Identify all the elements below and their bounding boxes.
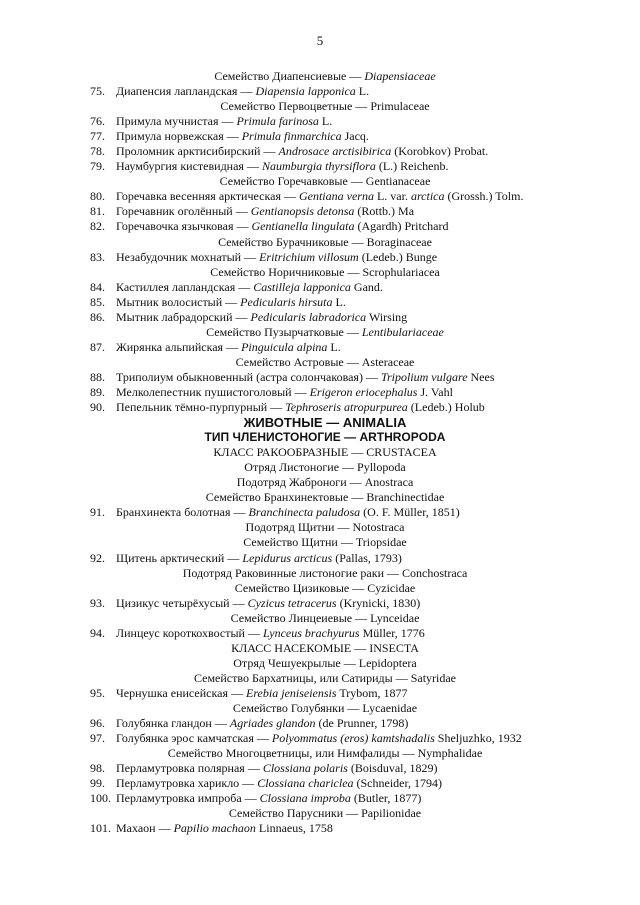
authority: (Ledeb.) Holub xyxy=(407,400,485,415)
latin-name: Castilleja lapponica xyxy=(253,279,351,294)
species-entry xyxy=(90,250,560,265)
family-name-ru: Семейство Норичниковые — xyxy=(210,264,363,279)
latin-name: Erigeron eriocephalus xyxy=(309,384,418,399)
russian-name: Триполиум обыкновенный (астра солончаковая) — xyxy=(116,369,381,384)
entry-number: 97. xyxy=(90,731,105,746)
entry-number: 92. xyxy=(90,550,105,565)
latin-name: Branchinecta paludosa xyxy=(248,505,361,520)
entry-number: 100. xyxy=(90,791,111,806)
authority: L. xyxy=(327,339,341,354)
taxon-heading: Семейство Многоцветницы, или Нимфалиды — Nymphalidae xyxy=(167,746,483,761)
russian-name: Горечавник оголённый — xyxy=(116,204,251,219)
authority: (Agardh) Pritchard xyxy=(354,219,449,234)
authority: L. xyxy=(318,114,333,129)
species-entry xyxy=(90,159,560,174)
entry-number: 90. xyxy=(90,400,105,415)
entry-number: 83. xyxy=(90,249,105,264)
species-entry xyxy=(90,84,560,99)
authority: (Butler, 1877) xyxy=(350,791,422,806)
entry-number: 77. xyxy=(90,129,105,144)
russian-name: Перламутровка импроба — xyxy=(116,791,260,806)
taxon-heading: Семейство Линцеиевые — Lynceidae xyxy=(230,610,420,625)
family-name-ru: Семейство Горечавковые — xyxy=(219,174,366,189)
russian-name: Щитень арктический — xyxy=(116,550,243,565)
latin-name: Cyzicus tetracerus xyxy=(247,595,337,610)
species-entry xyxy=(90,686,560,701)
species-entry xyxy=(90,295,560,310)
russian-name: Махаон — xyxy=(116,821,174,836)
latin-name: Pedicularis labradorica xyxy=(250,309,367,324)
latin-name: Clossiana chariclea xyxy=(257,776,354,791)
russian-name: Бранхинекта болотная — xyxy=(116,505,249,520)
entry-number: 101. xyxy=(90,821,111,836)
latin-name: Papilio machaon xyxy=(173,821,256,836)
russian-name: Голубянка гландон — xyxy=(116,716,230,731)
species-entry xyxy=(90,310,560,325)
taxon-heading: Подотряд Раковинные листоногие раки — Conchostraca xyxy=(182,565,468,580)
kingdom-title: ЖИВОТНЫЕ — ANIMALIA xyxy=(243,415,407,431)
page-number: 5 xyxy=(316,33,324,48)
family-heading xyxy=(90,174,560,189)
authority: J. Vahl xyxy=(417,384,453,399)
entry-number: 80. xyxy=(90,189,105,204)
family-heading xyxy=(90,69,560,84)
taxon-heading: Подотряд Жаброноги — Anostraca xyxy=(236,475,414,490)
taxon-heading: Семейство Парусники — Papilionidae xyxy=(228,806,422,821)
entry-number: 99. xyxy=(90,776,105,791)
family-heading xyxy=(90,235,560,250)
entry-number: 86. xyxy=(90,309,105,324)
phylum-title: ТИП ЧЛЕНИСТОНОГИЕ — ARTHROPODA xyxy=(204,430,446,445)
russian-name: Горечавка весенняя арктическая — xyxy=(116,189,299,204)
species-entry xyxy=(90,776,560,791)
russian-name: Наумбургия кистевидная — xyxy=(116,159,262,174)
russian-name: Мытник волосистый — xyxy=(116,294,241,309)
authority: L. xyxy=(355,84,370,99)
authority: Nees xyxy=(467,369,495,384)
species-entry xyxy=(90,505,560,520)
russian-name: Жирянка альпийская — xyxy=(116,339,242,354)
entry-number: 84. xyxy=(90,279,105,294)
entry-number: 98. xyxy=(90,761,105,776)
latin-name: Clossiana polaris xyxy=(262,761,348,776)
latin-name: Clossiana improba xyxy=(259,791,351,806)
entry-number: 96. xyxy=(90,716,105,731)
taxon-heading: КЛАСС РАКООБРАЗНЫЕ — CRUSTACEA xyxy=(213,445,437,460)
species-entry xyxy=(90,596,560,611)
family-name-ru: Семейство Диапенсиевые — xyxy=(214,69,365,83)
authority: Sheljuzhko, 1932 xyxy=(434,731,522,746)
taxon-heading: Отряд Листоногие — Pyllopoda xyxy=(244,460,406,475)
latin-name: Gentianella lingulata xyxy=(251,219,355,234)
family-name-latin: Scrophulariacea xyxy=(362,264,440,279)
taxon-heading: КЛАСС НАСЕКОМЫЕ — INSECTA xyxy=(231,640,419,655)
authority: L. var. xyxy=(373,189,411,204)
latin-name: Lynceus brachyurus xyxy=(262,625,360,640)
family-name-latin: Primulaceae xyxy=(370,99,430,114)
authority: L. xyxy=(332,294,346,309)
latin-name: Gentianopsis detonsa xyxy=(250,204,355,219)
russian-name: Примула мучнистая — xyxy=(116,114,237,129)
taxon-heading: Семейство Бархатницы, или Сатириды — Satyridae xyxy=(193,670,457,685)
family-name-ru: Семейство Пузырчатковые — xyxy=(206,324,362,339)
entry-number: 78. xyxy=(90,144,105,159)
latin-name: Eritrichium villosum xyxy=(259,249,359,264)
family-name-ru: Семейство Астровые — xyxy=(235,354,362,369)
russian-name: Цизикус четырёхусый — xyxy=(116,595,248,610)
authority: (Krynicki, 1830) xyxy=(336,595,421,610)
entry-number: 75. xyxy=(90,84,105,99)
authority: Linnaeus, 1758 xyxy=(255,821,333,836)
entry-number: 91. xyxy=(90,505,105,520)
family-name-latin: Diapensiaceae xyxy=(364,69,436,83)
family-heading xyxy=(90,265,560,280)
entry-number: 89. xyxy=(90,384,105,399)
family-name-latin: Boraginaceae xyxy=(366,234,432,249)
species-list xyxy=(90,69,560,836)
russian-name: Диапенсия лапландская — xyxy=(116,84,256,99)
russian-name: Горечавочка язычковая — xyxy=(116,219,252,234)
species-entry xyxy=(90,219,560,234)
species-entry xyxy=(90,189,560,204)
taxon-heading: Отряд Чешуекрылые — Lepidoptera xyxy=(233,655,417,670)
russian-name: Незабудочник мохнатый — xyxy=(116,249,260,264)
russian-name: Мелколепестник пушистоголовый — xyxy=(116,384,310,399)
taxon-heading: Семейство Цизиковые — Cyzicidae xyxy=(234,580,416,595)
entry-number: 87. xyxy=(90,339,105,354)
russian-name: Примула норвежская — xyxy=(116,129,242,144)
species-entry xyxy=(90,626,560,641)
authority: (Schneider, 1794) xyxy=(353,776,443,791)
species-entry xyxy=(90,370,560,385)
taxon-heading: Семейство Голубянки — Lycaenidae xyxy=(232,700,418,715)
species-entry xyxy=(90,114,560,129)
latin-name: Androsace arctisibirica xyxy=(278,144,392,159)
family-heading xyxy=(90,355,560,370)
russian-name: Перламутровка харикло — xyxy=(116,776,258,791)
taxon-heading: Подотряд Щитни — Notostraca xyxy=(245,520,405,535)
latin-name: Diapensia lapponica xyxy=(255,84,356,99)
family-heading xyxy=(90,99,560,114)
entry-number: 82. xyxy=(90,219,105,234)
russian-name: Проломник арктисибирский — xyxy=(116,144,279,159)
latin-name: Pedicularis hirsuta xyxy=(240,294,333,309)
authority: Müller, 1776 xyxy=(359,625,425,640)
entry-number: 93. xyxy=(90,595,105,610)
authority: (de Prunner, 1798) xyxy=(315,716,409,731)
russian-name: Перламутровка полярная — xyxy=(116,761,263,776)
species-entry xyxy=(90,716,560,731)
entry-number: 81. xyxy=(90,204,105,219)
taxon-heading: Семейство Щитни — Triopsidae xyxy=(243,535,407,550)
authority: Gand. xyxy=(350,279,383,294)
latin-name: Primula farinosa xyxy=(236,114,319,129)
entry-number: 88. xyxy=(90,369,105,384)
latin-name-variety: arctica xyxy=(410,189,445,204)
species-entry xyxy=(90,761,560,776)
latin-name: Gentiana verna xyxy=(298,189,374,204)
entry-number: 85. xyxy=(90,294,105,309)
latin-name: Tripolium vulgare xyxy=(380,369,468,384)
authority: (Grossh.) Tolm. xyxy=(444,189,524,204)
authority: Wirsing xyxy=(366,309,408,324)
authority: Trybom, 1877 xyxy=(336,685,408,700)
entry-number: 95. xyxy=(90,685,105,700)
species-entry xyxy=(90,791,560,806)
authority: Jacq. xyxy=(341,129,369,144)
entry-number: 79. xyxy=(90,159,105,174)
family-name-latin: Lentibulariaceae xyxy=(361,324,444,339)
russian-name: Мытник лабрадорский — xyxy=(116,309,251,324)
latin-name: Tephroseris atropurpurea xyxy=(285,400,408,415)
authority: (O. F. Müller, 1851) xyxy=(360,505,460,520)
authority: (Rottb.) Ma xyxy=(354,204,415,219)
latin-name: Erebia jeniseiensis xyxy=(245,685,337,700)
latin-name: Naumburgia thyrsiflora xyxy=(261,159,376,174)
family-name-latin: Asteraceae xyxy=(361,354,415,369)
authority: (Korobkov) Probat. xyxy=(391,144,489,159)
latin-name: Primula finmarchica xyxy=(241,129,342,144)
latin-name: Lepidurus arcticus xyxy=(242,550,333,565)
latin-name: Polyommatus (eros) kamtshadalis xyxy=(271,731,435,746)
species-entry xyxy=(90,385,560,400)
authority: (L.) Reichenb. xyxy=(375,159,449,174)
species-entry xyxy=(90,280,560,295)
entry-number: 94. xyxy=(90,625,105,640)
species-entry xyxy=(90,129,560,144)
authority: (Ledeb.) Bunge xyxy=(358,249,438,264)
species-entry xyxy=(90,340,560,355)
entry-number: 76. xyxy=(90,114,105,129)
family-name-ru: Семейство Бурачниковые — xyxy=(218,234,367,249)
taxon-heading: Семейство Бранхинектовые — Branchinectidae xyxy=(205,490,445,505)
species-entry xyxy=(90,204,560,219)
latin-name: Pinguicula alpina xyxy=(241,339,328,354)
species-entry xyxy=(90,551,560,566)
family-name-latin: Gentianaceae xyxy=(365,174,431,189)
species-entry xyxy=(90,144,560,159)
russian-name: Голубянка эрос камчатская — xyxy=(116,731,272,746)
russian-name: Кастиллея лапландская — xyxy=(116,279,254,294)
family-name-ru: Семейство Первоцветные — xyxy=(220,99,371,114)
species-entry xyxy=(90,400,560,415)
russian-name: Пепельник тёмно-пурпурный — xyxy=(116,400,286,415)
latin-name: Agriades glandon xyxy=(229,716,316,731)
species-entry xyxy=(90,821,560,836)
species-entry xyxy=(90,731,560,746)
family-heading xyxy=(90,325,560,340)
russian-name: Линцеус короткохвостый — xyxy=(116,625,263,640)
russian-name: Чернушка енисейская — xyxy=(116,685,246,700)
authority: (Pallas, 1793) xyxy=(332,550,402,565)
authority: (Boisduval, 1829) xyxy=(347,761,438,776)
